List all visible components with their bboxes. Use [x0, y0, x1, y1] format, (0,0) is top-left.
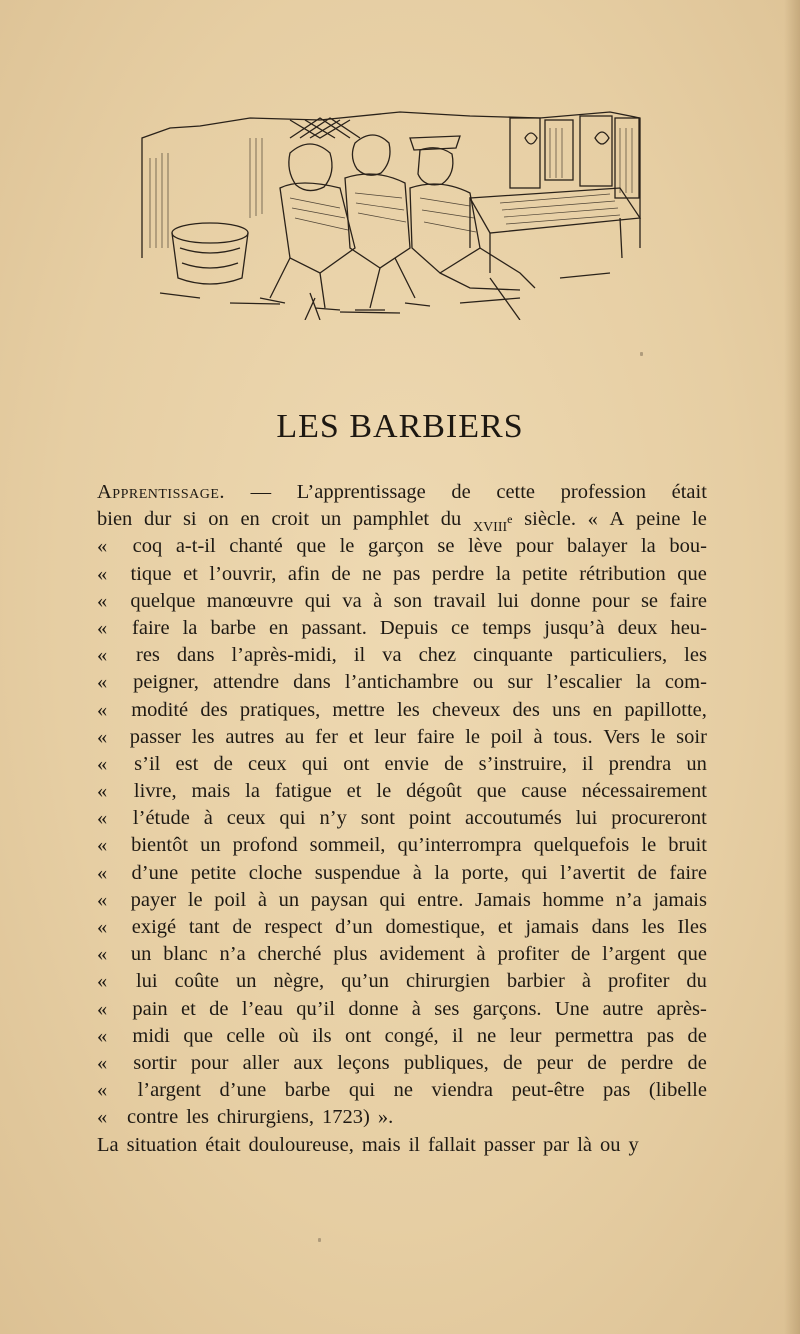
text-line: « exigé tant de respect d’un domestique, et jamais dans les Iles	[97, 916, 707, 938]
body-text	[97, 479, 707, 1159]
page-title: LES BARBIERS	[276, 408, 524, 445]
text-line: « d’une petite cloche suspendue à la porte, qui l’avertit de faire	[97, 861, 707, 884]
text-line: « contre les chirurgiens, 1723) ».	[97, 1106, 394, 1129]
text-line: Apprentissage. — L’apprentissage de cette profession était	[97, 481, 707, 503]
text-line: « pain et de l’eau qu’il donne à ses garçons. Une autre après-	[97, 997, 707, 1020]
page-edge-shadow	[784, 0, 800, 1334]
text-line: « l’argent d’une barbe qui ne viendra peut-être pas (libelle	[97, 1079, 707, 1102]
text-line: « faire la barbe en passant. Depuis ce temps jusqu’à deux heu-	[97, 616, 707, 639]
text-line: « passer les autres au fer et leur faire le poil à tous. Vers le soir	[97, 725, 707, 748]
text-line: « modité des pratiques, mettre les cheveux des uns en papillotte,	[97, 698, 707, 721]
text-line: « bientôt un profond sommeil, qu’interrompra quelquefois le bruit	[97, 834, 707, 857]
barber-shop-engraving-icon	[140, 98, 645, 320]
text-line: « payer le poil à un paysan qui entre. Jamais homme n’a jamais	[97, 888, 707, 911]
paper-speck	[318, 1238, 321, 1242]
text-line: La situation était douloureuse, mais il fallait passer par là ou y	[97, 1133, 639, 1156]
text-line: « s’il est de ceux qui ont envie de s’instruire, il prendra un	[97, 752, 707, 775]
text-line: « l’étude à ceux qui n’y sont point accoutumés lui procureront	[97, 807, 707, 830]
text-line: « lui coûte un nègre, qu’un chirurgien barbier à profiter du	[97, 970, 707, 993]
text-line: « peigner, attendre dans l’antichambre ou sur l’escalier la com-	[97, 671, 707, 694]
text-line: « quelque manœuvre qui va à son travail lui donne pour se faire	[97, 589, 707, 612]
text-line: « sortir pour aller aux leçons publiques, de peur de perdre de	[97, 1051, 707, 1074]
text-line: « coq a-t-il chanté que le garçon se lève pour balayer la bou-	[97, 535, 707, 558]
text-line: « midi que celle où ils ont congé, il ne leur permettra pas de	[97, 1024, 707, 1047]
text-line: bien dur si on en croit un pamphlet du xviii$^e$ siècle. « A peine le	[97, 508, 707, 537]
paper-speck	[640, 352, 643, 356]
text-line: « livre, mais la fatigue et le dégoût que cause nécessairement	[97, 780, 707, 803]
text-line: « un blanc n’a cherché plus avidement à profiter de l’argent que	[97, 943, 707, 966]
text-line: « tique et l’ouvrir, afin de ne pas perdre la petite rétribution que	[97, 562, 707, 585]
text-line: « res dans l’après-midi, il va chez cinquante particuliers, les	[97, 644, 707, 667]
